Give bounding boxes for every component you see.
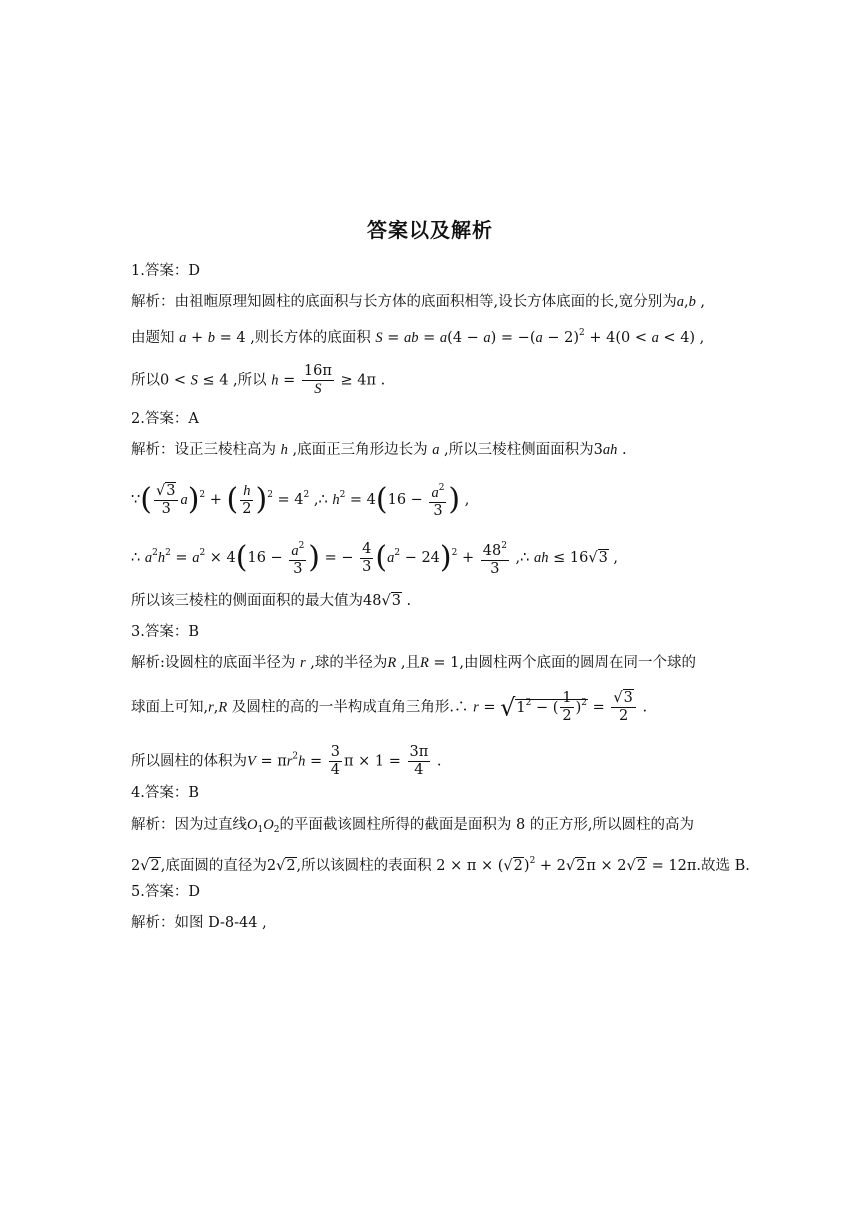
q2-line-1-text-c: ,所以三棱柱侧面面积为 xyxy=(444,442,594,458)
q2-answer: 2.答案：A xyxy=(131,411,199,427)
q5-line-1: 解析：如图 D-8-44 , xyxy=(131,915,267,931)
q4-line-2: 2√2,底面圆的直径为2√2,所以该圆柱的表面积 $2 \times \pi \times (√2)^2 + 2√2\pi \times 2√2 = 12\pi$.故选 B. xyxy=(131,856,750,874)
q1-line-1-text: 解析：由祖暅原理知圆柱的底面积与长方体的底面积相等,设长方体底面的长,宽分别为 xyxy=(131,294,677,310)
q2-line-2: ∵( $\frac{√3}{3}$ a)$^2$ + ( $\frac{h}{2}$ )$^2 = 4^2$ ,∴ $h^2 = 4(16$ − $\frac{a^2}{3}$ ) , xyxy=(131,482,470,519)
q1-line-2: 由题知 a + b = 4 ,则长方体的底面积 S = ab = $a(4 - a) = -(a - 2)^2 + 4(0 < a < 4)$ , xyxy=(131,328,705,346)
q2-line-4-text: 所以该三棱柱的侧面面积的最大值为 xyxy=(131,593,363,609)
q1-line-2-text-a: 由题知 xyxy=(131,330,175,346)
q2-line-1-text-b: ,底面正三角形边长为 xyxy=(292,442,428,458)
q4-line-2-text-a: ,底面圆的直径为 xyxy=(160,858,267,874)
q3-line-1-text-c: ,且 xyxy=(400,655,420,671)
q1-line-2-text-b: ,则长方体的底面积 xyxy=(250,330,371,346)
q3-answer: 3.答案：B xyxy=(131,624,199,640)
q3-line-2-text-a: 球面上可知, xyxy=(131,699,209,716)
page-title: 答案以及解析 xyxy=(367,218,493,242)
q2-line-4: 所以该三棱柱的侧面面积的最大值为48√3 . xyxy=(131,593,412,609)
q5-answer: 5.答案：D xyxy=(131,884,200,900)
q3-line-1-text-d: ,由圆柱两个底面的圆周在同一个球的 xyxy=(459,655,697,671)
q4-line-2-text-b: ,所以该圆柱的表面积 xyxy=(296,858,432,874)
q1-line-3-text-b: ,所以 xyxy=(233,372,267,389)
q4-line-1-text-a: 解析：因为过直线 xyxy=(131,817,247,833)
q3-line-1-text-a: 解析:设圆柱的底面半径为 xyxy=(131,655,296,671)
q4-line-2-text-c: .故选 B. xyxy=(696,858,750,874)
q4-answer: 4.答案：B xyxy=(131,785,199,801)
q3-line-1-text-b: ,球的半径为 xyxy=(310,655,388,671)
q3-line-1: 解析:设圆柱的底面半径为 r ,球的半径为R ,且R = 1,由圆柱两个底面的圆周在同一个球的 xyxy=(131,655,697,671)
q3-line-2-text-b: 及圆柱的高的一半构成直角三角形. xyxy=(231,699,454,716)
q1-answer: 1.答案：D xyxy=(131,263,200,279)
q1-line-3-text-a: 所以 xyxy=(131,372,160,389)
q3-line-2: 球面上可知,r,R 及圆柱的高的一半构成直角三角形.∴ $r = √1^2$ − ( $\frac{1}{2}$ )$^2$ = $\frac{√3}{2}$ . xyxy=(131,690,648,724)
q2-line-3: ∴ $a^2h^2 = a^2 \times 4(16$ − $\frac{a^2}{3}$ ) = − $\frac{4}{3}$ $(a^2 - 24)^2$ + $\frac{48^2}{3}$ ,∴ ah ≤ 16√3 , xyxy=(131,540,619,577)
q3-line-3-text-a: 所以圆柱的体积为 xyxy=(131,753,247,770)
q4-line-1-text-b: 的平面截该圆柱所得的截面是面积为 8 的正方形,所以圆柱的高为 xyxy=(279,817,694,833)
q1-line-1: 解析：由祖暅原理知圆柱的底面积与长方体的底面积相等,设长方体底面的长,宽分别为a,b , xyxy=(131,294,706,310)
q2-line-1-text-a: 解析：设正三棱柱高为 xyxy=(131,442,276,458)
q4-line-1: 解析：因为过直线$O_1O_2$的平面截该圆柱所得的截面是面积为 8 的正方形,所以圆柱的高为 xyxy=(131,817,694,835)
q1-line-3: 所以0 < S ≤ 4 ,所以 h = $\frac{16\pi}{S}$ ≥ 4π . xyxy=(131,363,386,397)
q2-line-1: 解析：设正三棱柱高为 h ,底面正三角形边长为 a ,所以三棱柱侧面面积为3ah . xyxy=(131,442,627,458)
q3-line-3: 所以圆柱的体积为$V = \pi r^2h$ = $\frac{3}{4}$ π × 1 = $\frac{3\pi}{4}$ . xyxy=(131,744,442,778)
